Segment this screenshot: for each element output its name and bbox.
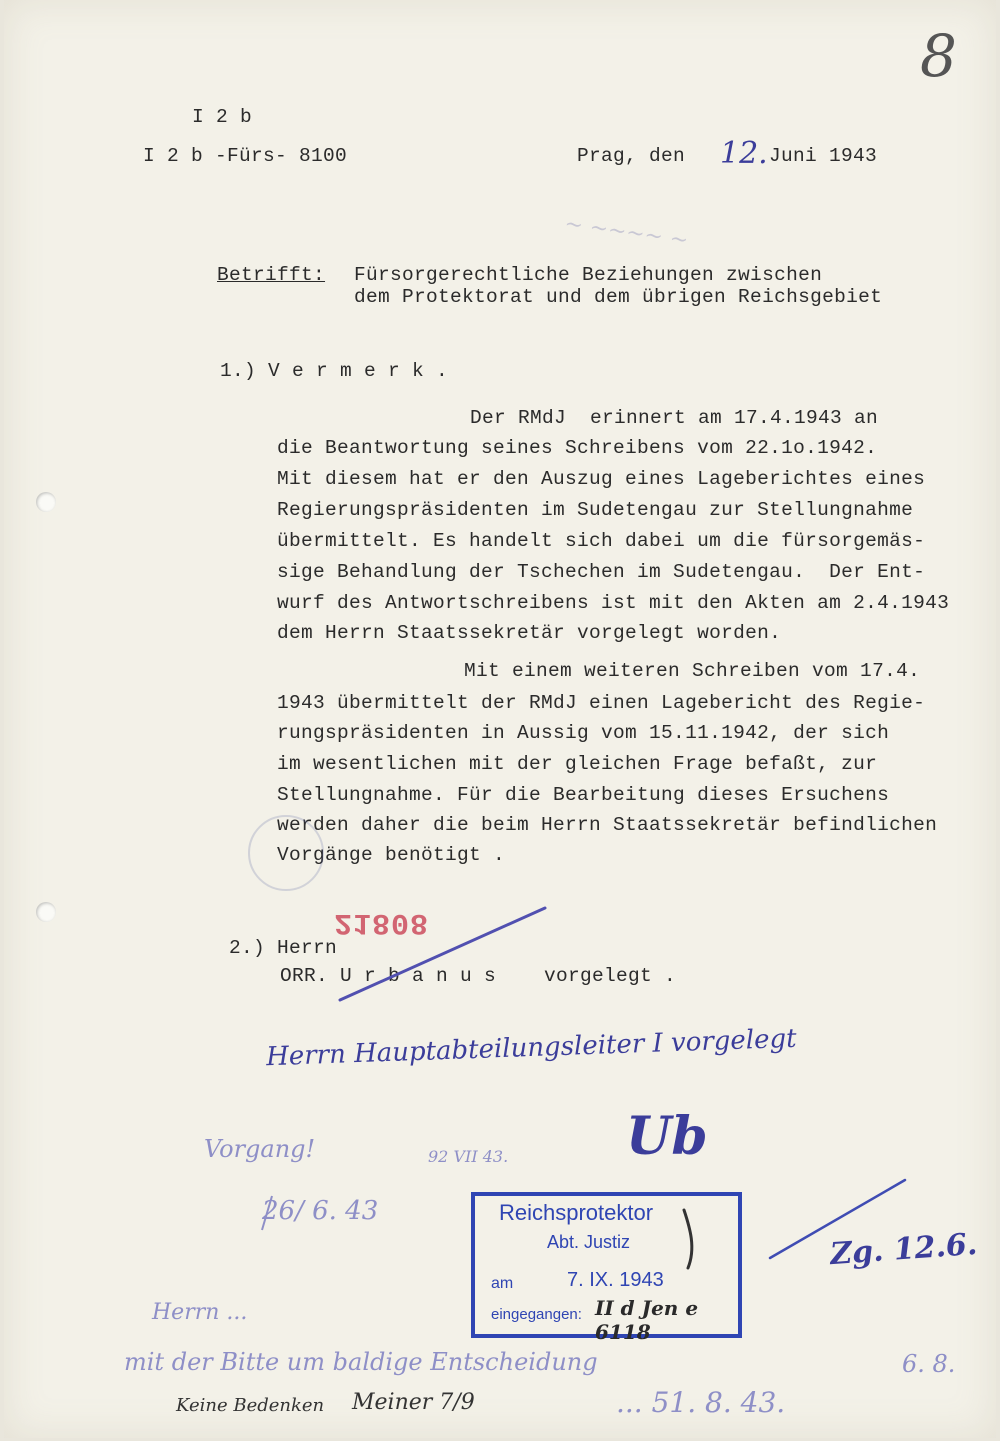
place-date-prefix: Prag, den [577,145,686,167]
handwritten-meiner: Meiner 7/9 [352,1390,475,1415]
paragraph-line: übermittelt. Es handelt sich dabei um die fürsorgemäs- [277,530,926,552]
handwritten-bottom-right: 6. 8. [902,1350,956,1378]
stamp-am-label: am [491,1275,514,1292]
paragraph-line: die Beantwortung seines Schreibens vom 22.1o.1942. [277,437,878,459]
punch-hole-bottom [36,902,56,922]
paragraph-line: im wesentlichen mit der gleichen Frage befaßt, zur [277,753,878,775]
document-page [4,0,996,1438]
paragraph-line: dem Herrn Staatssekretär vorgelegt worden. [277,622,782,644]
section-2-line-1: 2.) Herrn [229,937,338,959]
handwritten-date-26: 26/ 6. 43 [262,1196,379,1226]
handwritten-signature-ub: Ub [626,1106,708,1167]
paragraph-line: Mit einem weiteren Schreiben vom 17.4. [464,660,921,682]
subject-label: Betrifft: [217,264,326,286]
dept-line: I 2 b [192,106,253,128]
stamp-eingang-number: II d Jen e 6118 [595,1296,699,1344]
date-day-handwritten: 12. [720,136,768,171]
stamp-line-1: Reichsprotektor [499,1200,654,1225]
stamp-eingegangen-label: eingegangen: [491,1306,582,1323]
file-reference: I 2 b -Fürs- 8100 [143,145,348,167]
red-number-stamp: 21808 [334,905,430,939]
handwritten-keine-bedenken: Keine Bedenken [176,1395,325,1416]
subject-line-2: dem Protektorat und dem übrigen Reichsgebiet [354,286,883,308]
punch-hole-top [36,492,56,512]
handwritten-bottom-line: mit der Bitte um baldige Entscheidung [124,1348,598,1376]
paragraph-line: Stellungnahme. Für die Bearbeitung dieses Ersuchens [277,784,890,806]
paragraph-line: 1943 übermittelt der RMdJ einen Lagebericht des Regie- [277,692,926,714]
handwritten-vorgang: Vorgang! [204,1135,316,1163]
subject-line-1: Fürsorgerechtliche Beziehungen zwischen [354,264,823,286]
handwritten-bottom-date: ... 51. 8. 43. [616,1386,786,1419]
stamp-date: 7. IX. 1943 [567,1269,664,1291]
page-number-handwritten: 8 [920,22,957,90]
handwritten-note-hauptabteilungsleiter: Herrn Hauptabteilungsleiter I vorgelegt [265,1023,798,1073]
paragraph-line: Der RMdJ erinnert am 17.4.1943 an [470,407,879,429]
paragraph-line: wurf des Antwortschreibens ist mit den Akten am 2.4.1943 [277,592,950,614]
paragraph-line: werden daher die beim Herrn Staatssekretär befindlichen [277,814,938,836]
handwritten-herrn-line: Herrn ... [152,1300,248,1325]
paragraph-line: Mit diesem hat er den Auszug eines Lageberichtes eines [277,468,926,490]
paragraph-line: Regierungspräsidenten im Sudetengau zur Stellungnahme [277,499,914,521]
section-1-heading: 1.) V e r m e r k . [220,360,449,382]
stamp-line-2: Abt. Justiz [547,1232,631,1252]
date-rest: Juni 1943 [769,145,878,167]
paragraph-line: sige Behandlung der Tschechen im Sudetengau. Der Ent- [277,561,926,583]
receipt-stamp [471,1192,742,1344]
paragraph-line: rungspräsidenten in Aussig vom 15.11.1942, der sich [277,722,890,744]
handwritten-note-right: Zg. 12.6. [828,1226,979,1273]
faded-round-stamp [248,815,324,891]
section-2-line-2: ORR. U r b a n u s vorgelegt . [280,965,677,987]
paragraph-line: Vorgänge benötigt . [277,844,506,866]
handwritten-initials-date: 92 VII 43. [428,1147,509,1166]
bleed-through-marks: ~ ~~~~ ~ [562,211,690,254]
